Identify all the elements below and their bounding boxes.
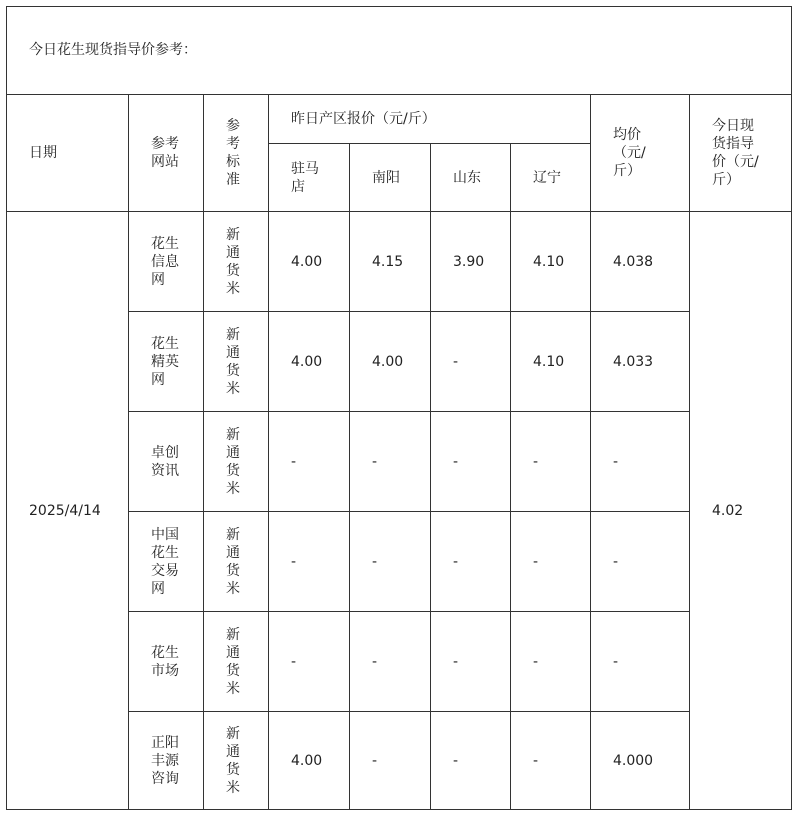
site-cell	[129, 312, 204, 412]
price-cell: -	[431, 712, 511, 810]
header-avg	[591, 95, 690, 212]
header-region	[269, 144, 350, 212]
avg-cell: -	[591, 612, 690, 712]
header-date-label: 日期	[29, 145, 57, 161]
standard-cell	[204, 312, 269, 412]
standard-label: 新通货米	[226, 725, 240, 796]
site-label: 正阳丰源咨询	[151, 734, 179, 787]
table-row	[7, 212, 792, 312]
page-title: 今日花生现货指导价参考：	[7, 7, 792, 95]
price-cell: 4.10	[511, 312, 591, 412]
standard-cell	[204, 212, 269, 312]
standard-label: 新通货米	[226, 326, 240, 397]
header-region: 山东	[431, 144, 511, 212]
site-label: 花生精英网	[151, 335, 179, 388]
avg-cell: 4.038	[591, 212, 690, 312]
price-cell: 4.00	[350, 312, 431, 412]
avg-cell: 4.000	[591, 712, 690, 810]
standard-cell	[204, 712, 269, 810]
site-cell	[129, 612, 204, 712]
price-cell: -	[431, 312, 511, 412]
price-cell: -	[350, 712, 431, 810]
standard-cell	[204, 612, 269, 712]
price-cell: 4.00	[269, 312, 350, 412]
site-cell	[129, 712, 204, 810]
price-cell: 4.10	[511, 212, 591, 312]
price-cell: -	[511, 412, 591, 512]
price-cell: -	[350, 512, 431, 612]
date-cell: 2025/4/14	[7, 212, 129, 810]
guide-price-cell: 4.02	[690, 212, 792, 810]
standard-label: 新通货米	[226, 626, 240, 697]
price-cell: 4.00	[269, 212, 350, 312]
header-site	[129, 95, 204, 212]
price-cell: -	[511, 612, 591, 712]
header-guide	[690, 95, 792, 212]
header-avg-label: 均价（元/斤）	[613, 127, 646, 179]
standard-cell	[204, 512, 269, 612]
standard-cell	[204, 412, 269, 512]
site-cell	[129, 212, 204, 312]
price-cell: -	[350, 612, 431, 712]
price-cell: -	[511, 512, 591, 612]
header-guide-label: 今日现货指导价（元/斤）	[712, 118, 759, 188]
price-cell: -	[269, 512, 350, 612]
price-cell: -	[431, 512, 511, 612]
header-date	[7, 95, 129, 212]
header-standard-label: 参考标准	[226, 118, 240, 188]
price-cell: -	[511, 712, 591, 810]
site-label: 卓创资讯	[151, 444, 179, 479]
price-reference-document	[6, 6, 792, 810]
price-cell: -	[269, 412, 350, 512]
avg-cell: -	[591, 512, 690, 612]
price-cell: -	[350, 412, 431, 512]
avg-cell: -	[591, 412, 690, 512]
site-cell	[129, 512, 204, 612]
price-table	[6, 6, 792, 810]
price-cell: 3.90	[431, 212, 511, 312]
price-cell: -	[431, 412, 511, 512]
standard-label: 新通货米	[226, 426, 240, 497]
price-cell: 4.15	[350, 212, 431, 312]
header-site-label: 参考网站	[151, 136, 179, 170]
site-cell	[129, 412, 204, 512]
standard-label: 新通货米	[226, 526, 240, 597]
header-region: 南阳	[350, 144, 431, 212]
site-label: 花生信息网	[151, 235, 179, 288]
region-label: 驻马店	[291, 160, 319, 195]
avg-cell: 4.033	[591, 312, 690, 412]
site-label: 中国花生交易网	[151, 526, 179, 597]
price-cell: -	[269, 612, 350, 712]
price-cell: 4.00	[269, 712, 350, 810]
header-standard	[204, 95, 269, 212]
header-yesterday-group: 昨日产区报价（元/斤）	[269, 95, 591, 144]
standard-label: 新通货米	[226, 226, 240, 297]
site-label: 花生市场	[151, 644, 179, 679]
price-cell: -	[431, 612, 511, 712]
header-region: 辽宁	[511, 144, 591, 212]
